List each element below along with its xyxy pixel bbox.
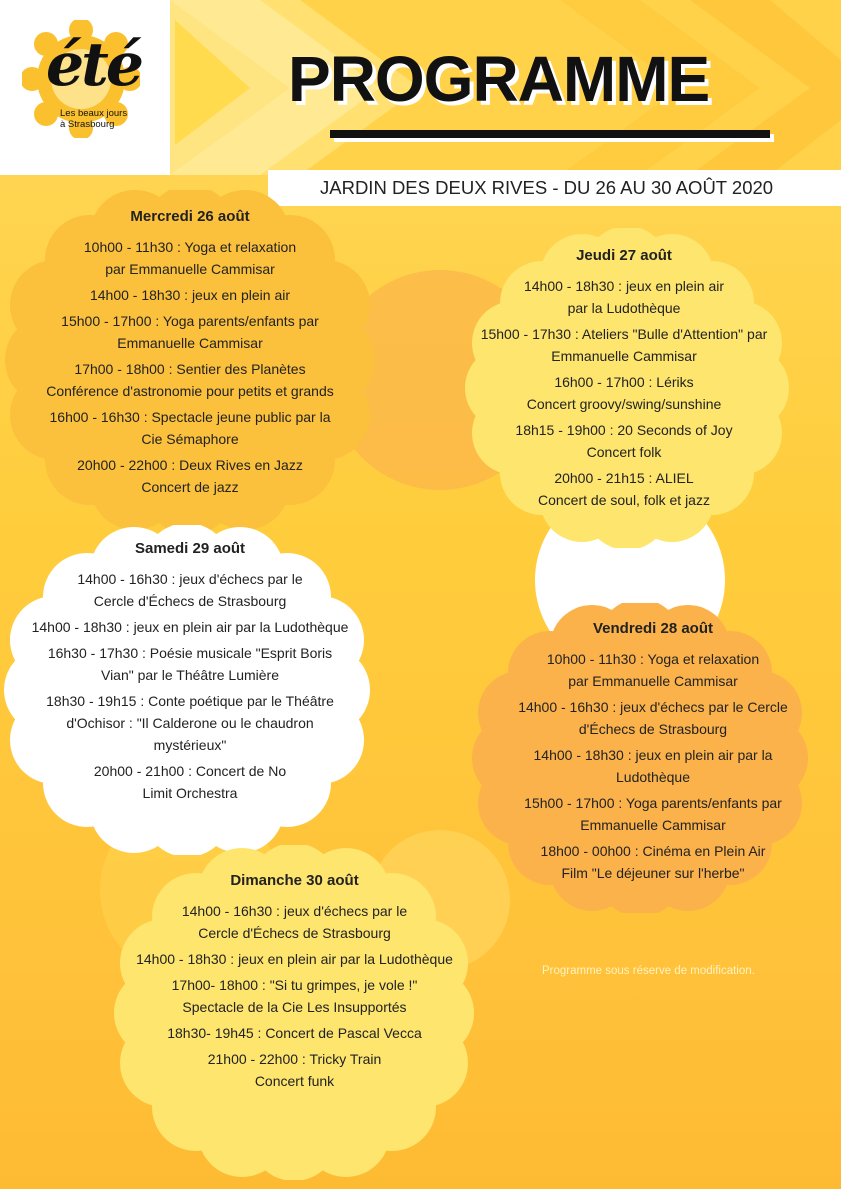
event-line: d'Ochisor : "Il Calderone ou le chaudron <box>66 715 314 731</box>
event-line: 20h00 - 22h00 : Deux Rives en Jazz <box>77 457 303 473</box>
event-line: Ludothèque <box>616 769 690 785</box>
event-item <box>463 371 785 415</box>
logo-word: été <box>46 30 142 100</box>
event-line: 18h00 - 00h00 : Cinéma en Plein Air <box>540 843 766 859</box>
event-line: 14h00 - 18h30 : jeux en plein air par la Ludothèque <box>31 619 349 635</box>
event-line: 14h00 - 18h30 : jeux en plein air <box>523 278 725 294</box>
event-item <box>15 358 365 402</box>
event-line: Film "Le déjeuner sur l'herbe" <box>561 865 745 881</box>
event-line: 16h30 - 17h30 : Poésie musicale "Esprit Boris <box>47 645 333 661</box>
event-item <box>492 744 814 788</box>
event-item <box>15 236 365 280</box>
event-item <box>492 696 814 740</box>
event-line: Cercle d'Échecs de Strasbourg <box>93 593 287 609</box>
event-item <box>15 760 365 804</box>
event-line: 14h00 - 18h30 : jeux en plein air par la Ludothèque <box>136 951 453 967</box>
event-line: Emmanuelle Cammisar <box>580 817 726 833</box>
event-line: Emmanuelle Cammisar <box>551 348 697 364</box>
event-item <box>492 648 814 692</box>
event-item <box>15 310 365 354</box>
event-item <box>463 467 785 511</box>
event-line: 10h00 - 11h30 : Yoga et relaxation <box>83 239 297 255</box>
event-line: 21h00 - 22h00 : Tricky Train <box>207 1051 382 1067</box>
day-title: Vendredi 28 août <box>592 620 714 637</box>
event-line: Vian" par le Théâtre Lumière <box>100 667 279 683</box>
footer-note: Programme sous réserve de modification. <box>542 965 755 977</box>
event-line: 18h30- 19h45 : Concert de Pascal Vecca <box>167 1025 422 1041</box>
event-line: par la Ludothèque <box>567 300 681 316</box>
title-underline <box>330 130 770 138</box>
event-line: Concert de soul, folk et jazz <box>538 492 710 508</box>
event-item <box>112 1022 477 1044</box>
day-title: Jeudi 27 août <box>576 247 672 264</box>
event-line: Concert de jazz <box>141 479 239 495</box>
event-line: 14h00 - 18h30 : jeux en plein air par la <box>533 747 773 763</box>
event-item <box>463 323 785 367</box>
event-line: Conférence d'astronomie pour petits et grands <box>46 383 334 399</box>
day-vendredi <box>492 618 814 888</box>
event-line: 14h00 - 16h30 : jeux d'échecs par le Cercle <box>518 699 788 715</box>
event-item <box>492 840 814 884</box>
day-title: Mercredi 26 août <box>130 208 250 225</box>
event-item <box>112 900 477 944</box>
event-line: Concert groovy/swing/sunshine <box>526 396 722 412</box>
event-line: Spectacle de la Cie Les Insupportés <box>182 999 407 1015</box>
event-item <box>463 275 785 319</box>
event-line: par Emmanuelle Cammisar <box>568 673 738 689</box>
event-line: 15h00 - 17h00 : Yoga parents/enfants par <box>61 313 319 329</box>
event-line: 20h00 - 21h00 : Concert de No <box>93 763 287 779</box>
event-line: 15h00 - 17h30 : Ateliers "Bulle d'Attention" par <box>480 326 768 342</box>
event-line: d'Échecs de Strasbourg <box>578 721 728 737</box>
event-item <box>15 642 365 686</box>
event-line: 14h00 - 18h30 : jeux en plein air <box>89 287 291 303</box>
event-line: 16h00 - 17h00 : Lériks <box>554 374 694 390</box>
event-line: 20h00 - 21h15 : ALIEL <box>554 470 694 486</box>
event-line: Limit Orchestra <box>142 785 238 801</box>
event-line: Cie Sémaphore <box>141 431 239 447</box>
event-line: 18h30 - 19h15 : Conte poétique par le Théâtre <box>46 693 334 709</box>
day-mercredi <box>15 206 365 502</box>
day-dimanche <box>112 870 477 1096</box>
event-line: 15h00 - 17h00 : Yoga parents/enfants par <box>524 795 782 811</box>
event-line: 10h00 - 11h30 : Yoga et relaxation <box>546 651 760 667</box>
event-line: 17h00 - 18h00 : Sentier des Planètes <box>74 361 306 377</box>
subtitle: JARDIN DES DEUX RIVES - DU 26 AU 30 AOÛT 2020 <box>320 177 774 198</box>
day-samedi <box>15 538 365 808</box>
event-line: Concert folk <box>586 444 662 460</box>
event-item <box>15 454 365 498</box>
day-title: Dimanche 30 août <box>230 872 359 889</box>
page-title: PROGRAMME <box>288 43 710 115</box>
event-line: Cercle d'Échecs de Strasbourg <box>198 925 391 941</box>
event-item <box>15 616 365 638</box>
event-line: mystérieux" <box>153 737 227 753</box>
event-item <box>492 792 814 836</box>
event-item <box>112 948 477 970</box>
event-line: 18h15 - 19h00 : 20 Seconds of Joy <box>515 422 733 438</box>
event-line: Emmanuelle Cammisar <box>117 335 263 351</box>
event-item <box>112 974 477 1018</box>
event-item <box>15 690 365 756</box>
event-item <box>15 406 365 450</box>
event-line: 14h00 - 16h30 : jeux d'échecs par le <box>181 903 408 919</box>
logo-tagline: Les beaux jours à Strasbourg <box>60 108 128 130</box>
day-jeudi <box>463 245 785 515</box>
event-item <box>463 419 785 463</box>
day-title: Samedi 29 août <box>134 540 246 557</box>
event-line: 17h00- 18h00 : "Si tu grimpes, je vole !" <box>171 977 418 993</box>
event-line: par Emmanuelle Cammisar <box>105 261 275 277</box>
event-line: 14h00 - 16h30 : jeux d'échecs par le <box>77 571 303 587</box>
event-line: Concert funk <box>254 1073 335 1089</box>
event-line: 16h00 - 16h30 : Spectacle jeune public par la <box>49 409 331 425</box>
event-item <box>112 1048 477 1092</box>
event-item <box>15 568 365 612</box>
event-item <box>15 284 365 306</box>
